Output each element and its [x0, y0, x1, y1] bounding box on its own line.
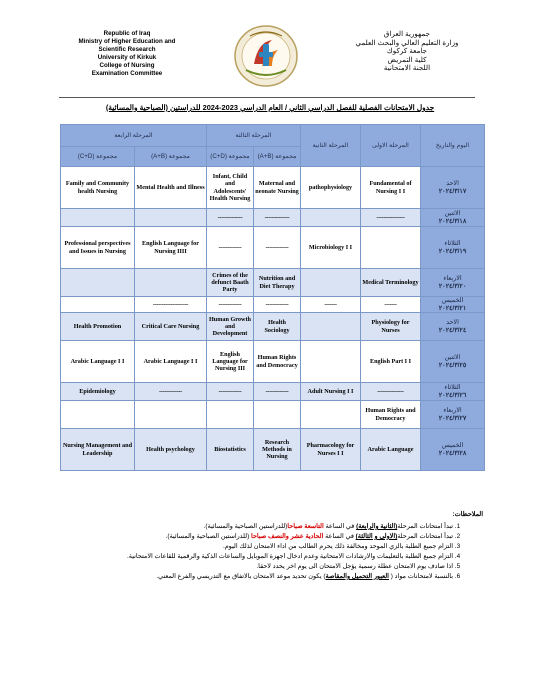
table-row — [61, 227, 485, 269]
divider — [59, 97, 475, 98]
exam-date: ٢٠٢٤/٣/١٩ — [438, 247, 467, 255]
note-red: التاسعة صباحا — [287, 523, 324, 530]
note-pre: تبدأ امتحانات المرحلة — [397, 523, 453, 530]
header-line: كلية التمريض — [387, 54, 427, 64]
subject-cell-s2 — [301, 313, 361, 341]
day-name: الاربعاء — [443, 407, 462, 415]
day-name: الثلاثاء — [444, 240, 461, 248]
subject-cell-s3ab: -------------- — [254, 209, 301, 227]
note-pre: التزام جميع الطلبة بالتعليمات والارشادات الامتحانية وعدم ادخال اجهزة الموبايل والساعات الذكية والرقمية للقاعات الامتحانية. — [127, 553, 453, 560]
subject-cell-s1: ---------------- — [361, 209, 421, 227]
note-pre: تبدأ امتحانات المرحلة — [397, 533, 453, 540]
subject-cell-s1: Fundamental of Nursing I I — [361, 167, 421, 209]
note-mid: في الساعة — [323, 533, 356, 540]
subject-cell-s4cd — [61, 297, 135, 313]
subject-cell-s3cd: Human Growth and Development — [207, 313, 254, 341]
header-stage4-group-cd: مجموعة (C+D) — [61, 147, 135, 167]
day-name: الخميس — [441, 442, 464, 450]
note-b: العبور التحميل والمقاصة — [325, 573, 389, 580]
exam-date: ٢٠٢٤/٣/١٨ — [438, 217, 467, 225]
exam-date: ٢٠٢٤/٣/٢٥ — [438, 361, 467, 369]
day-date-cell — [421, 209, 485, 227]
subject-cell-s3cd: English Language for Nursing III — [207, 341, 254, 383]
header-stage3-group-ab: مجموعة (A+B) — [254, 147, 301, 167]
header-line: اللجنة الامتحانية — [383, 63, 431, 72]
table-row — [61, 297, 485, 313]
header-line: جمهورية العراق — [383, 29, 431, 38]
day-date-cell — [421, 227, 485, 269]
subject-cell-s4cd: Health Promotion — [61, 313, 135, 341]
header-line: Examination Committee — [91, 70, 163, 77]
exam-date: ٢٠٢٤/٣/٢٨ — [438, 449, 467, 457]
exam-date: ٢٠٢٤/٣/٢٦ — [438, 391, 467, 399]
table-row — [61, 341, 485, 383]
note-post: (للدراستين الصباحية والمسائية). — [165, 533, 252, 540]
subject-cell-s3ab: Human Rights and Democracy — [254, 341, 301, 383]
note-b: (الثانية والرابعة) — [356, 523, 398, 530]
note-item — [53, 522, 453, 532]
subject-cell-s2: pathophysiology — [301, 167, 361, 209]
subject-cell-s1: Human Rights and Democracy — [361, 401, 421, 429]
subject-cell-s2 — [301, 401, 361, 429]
subject-cell-s3ab: Maternal and neonate Nursing — [254, 167, 301, 209]
exam-date: ٢٠٢٤/٣/٢٠ — [438, 282, 467, 290]
subject-cell-s2: Microbiology I I — [301, 227, 361, 269]
subject-cell-s3ab: Research Methods in Nursing — [254, 429, 301, 471]
header-line: جامعة كركوك — [386, 46, 428, 55]
day-date-cell — [421, 269, 485, 297]
subject-cell-s4ab: Mental Health and Illness — [135, 167, 207, 209]
subject-cell-s3ab: ------------- — [254, 383, 301, 401]
subject-cell-s2 — [301, 341, 361, 383]
header-stage2: المرحلة الثانية — [301, 125, 361, 167]
exam-date: ٢٠٢٤/٣/٢٤ — [438, 326, 467, 334]
header-stage3: المرحلة الثالثة — [207, 125, 301, 147]
notes-section — [53, 510, 483, 582]
header-stage4: المرحلة الرابعة — [61, 125, 207, 147]
subject-cell-s3cd: Infant, Child and Adolescents' Health Nursing — [207, 167, 254, 209]
subject-cell-s4cd: Nursing Management and Leadership — [61, 429, 135, 471]
notes-title: الملاحظات: — [452, 511, 483, 518]
subject-cell-s3ab — [254, 401, 301, 429]
header-day-date: اليوم والتاريخ — [421, 125, 485, 167]
subject-cell-s4cd: Epidemiology — [61, 383, 135, 401]
subject-cell-s3cd: ------------- — [207, 297, 254, 313]
subject-cell-s4ab: -------------------- — [135, 297, 207, 313]
subject-cell-s2: Pharmacology for Nurses I I — [301, 429, 361, 471]
subject-cell-s4ab — [135, 401, 207, 429]
header-stage3-group-cd: مجموعة (C+D) — [207, 147, 254, 167]
subject-cell-s4ab — [135, 269, 207, 297]
note-item — [53, 542, 453, 552]
day-date-cell — [421, 429, 485, 471]
exam-date: ٢٠٢٤/٣/٢١ — [438, 304, 467, 312]
subject-cell-s4cd — [61, 209, 135, 227]
subject-cell-s3cd: Biostatistics — [207, 429, 254, 471]
note-mid: في الساعة — [323, 523, 357, 530]
subject-cell-s3cd: ------------- — [207, 383, 254, 401]
subject-cell-s1: --------------- — [361, 383, 421, 401]
subject-cell-s4ab: ------------- — [135, 383, 207, 401]
table-row — [61, 167, 485, 209]
subject-cell-s2: ------- — [301, 297, 361, 313]
day-date-cell — [421, 341, 485, 383]
exam-schedule-table — [60, 124, 485, 471]
subject-cell-s1: Arabic Language — [361, 429, 421, 471]
subject-cell-s1 — [361, 227, 421, 269]
notes-list — [53, 522, 483, 582]
header-stage1: المرحلة الاولى — [361, 125, 421, 167]
note-post: (للدراستين الصباحية والمسائية). — [203, 523, 288, 530]
note-pre: اذا صادف يوم الامتحان عطلة رسمية يؤجل الامتحان الى يوم اخر يحدد لاحقا. — [256, 563, 453, 570]
day-name: الاحد — [446, 180, 459, 188]
subject-cell-s2 — [301, 269, 361, 297]
table-row — [61, 269, 485, 297]
subject-cell-s3ab: Nutrition and Diet Therapy — [254, 269, 301, 297]
subject-cell-s3cd: Crimes of the defunct Baath Party — [207, 269, 254, 297]
header-line: College of Nursing — [99, 62, 155, 69]
note-post: ) يكون تحديد موعد الامتحان بالاتفاق مع التدريسي والفرع المعني. — [156, 573, 326, 580]
table-row — [61, 209, 485, 227]
table-row — [61, 383, 485, 401]
header-line: University of Kirkuk — [97, 54, 157, 61]
exam-date: ٢٠٢٤/٣/٢٧ — [438, 414, 467, 422]
table-row — [61, 401, 485, 429]
subject-cell-s3ab: ------------- — [254, 227, 301, 269]
day-name: الاربعاء — [443, 275, 462, 283]
header-line: Republic of Iraq — [103, 30, 151, 37]
note-item — [53, 532, 453, 542]
header-line: وزارة التعليم العالي والبحث العلمي — [355, 37, 459, 47]
exam-date: ٢٠٢٤/٣/١٧ — [438, 187, 467, 195]
note-red: الحادية عشر والنصف صباحا — [251, 533, 324, 540]
subject-cell-s4cd — [61, 269, 135, 297]
subject-cell-s3ab: ------------- — [254, 297, 301, 313]
subject-cell-s2: Adult Nursing I I — [301, 383, 361, 401]
header-stage4-group-ab: مجموعة (A+B) — [135, 147, 207, 167]
subject-cell-s4ab: Health psychology — [135, 429, 207, 471]
table-row — [61, 429, 485, 471]
subject-cell-s4ab: Critical Care Nursing — [135, 313, 207, 341]
day-name: الاحد — [446, 319, 459, 327]
subject-cell-s1: ------- — [361, 297, 421, 313]
english-header — [52, 30, 202, 78]
note-item — [53, 562, 453, 572]
day-name: الثلاثاء — [444, 384, 461, 392]
subject-cell-s4cd — [61, 401, 135, 429]
day-date-cell — [421, 167, 485, 209]
subject-cell-s1: Physiology for Nurses — [361, 313, 421, 341]
note-b: (الاولى و الثالثة) — [355, 533, 398, 540]
subject-cell-s1: Medical Terminology — [361, 269, 421, 297]
subject-cell-s4ab: Arabic Language I I — [135, 341, 207, 383]
header-line: Ministry of Higher Education and — [78, 38, 176, 45]
document-title: جدول الامتحانات الفصلية للفصل الدراسي الثاني / العام الدراسي 2023-2024 للدراستين (الصباحية والمسائية) — [105, 103, 435, 112]
subject-cell-s4ab: English Language for Nursing IIII — [135, 227, 207, 269]
note-pre: التزام جميع الطلبة بالزي الموحد ومخالفة ذلك يحرم الطالب من اداء الامتحان لذلك اليوم. — [222, 543, 453, 550]
day-name: الاثنين — [444, 210, 461, 218]
day-name: الاثنين — [444, 354, 461, 362]
day-date-cell — [421, 313, 485, 341]
note-item — [53, 572, 453, 582]
subject-cell-s4cd: Arabic Language I I — [61, 341, 135, 383]
subject-cell-s2 — [301, 209, 361, 227]
table-row — [61, 313, 485, 341]
subject-cell-s3ab: Health Sociology — [254, 313, 301, 341]
day-date-cell — [421, 383, 485, 401]
header-line: Scientific Research — [98, 46, 156, 53]
day-name: الخميس — [441, 297, 464, 305]
college-logo-icon — [232, 24, 300, 88]
note-pre: بالنسبة لامتحانات مواد ( — [388, 573, 453, 580]
subject-cell-s1: English Part I I — [361, 341, 421, 383]
note-item — [53, 552, 453, 562]
subject-cell-s3cd — [207, 401, 254, 429]
subject-cell-s4ab — [135, 209, 207, 227]
subject-cell-s3cd: ------------- — [207, 227, 254, 269]
day-date-cell — [421, 401, 485, 429]
day-date-cell — [421, 297, 485, 313]
subject-cell-s3cd: -------------- — [207, 209, 254, 227]
subject-cell-s4cd: Family and Community health Nursing — [61, 167, 135, 209]
subject-cell-s4cd: Professional perspectives and Issues in Nursing — [61, 227, 135, 269]
arabic-header — [332, 30, 482, 73]
